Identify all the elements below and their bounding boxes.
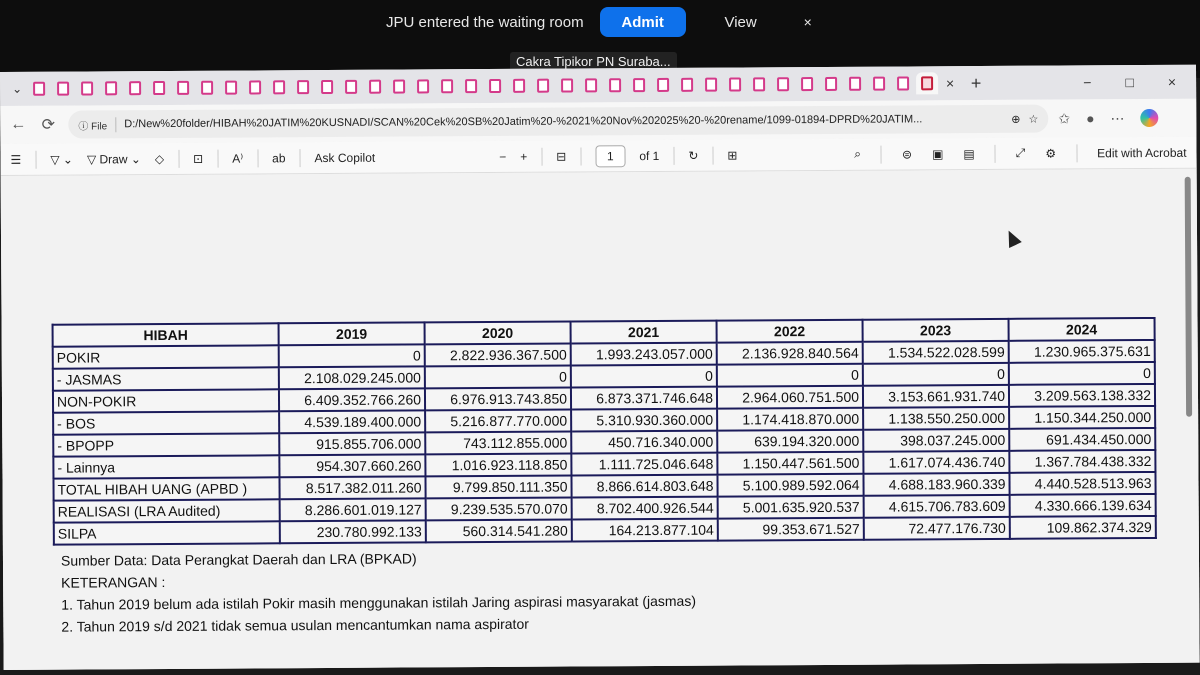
tab-pdf-icon[interactable]	[820, 73, 842, 95]
source-note: Sumber Data: Data Perangkat Daerah dan LRA (BPKAD)	[60, 550, 417, 569]
pdf-document-view	[1, 169, 1200, 670]
tab-pdf-icon[interactable]	[100, 77, 122, 99]
window-controls	[1083, 74, 1176, 91]
value-cell: 5.001.635.920.537	[718, 496, 864, 519]
tab-pdf-icon[interactable]	[244, 76, 266, 98]
tab-pdf-icon[interactable]	[724, 73, 746, 95]
save-icon[interactable]: ▣	[932, 146, 944, 161]
notice-text: JPU entered the waiting room	[386, 13, 584, 31]
divider	[217, 149, 218, 167]
ask-copilot-button[interactable]: Ask Copilot	[314, 150, 376, 165]
row-label-cell: SILPA	[54, 521, 280, 544]
value-cell: 4.688.183.960.339	[863, 473, 1009, 496]
value-cell: 2.136.928.840.564	[717, 342, 863, 365]
value-cell: 3.153.661.931.740	[863, 385, 1009, 408]
value-cell: 6.873.371.746.648	[571, 387, 717, 410]
column-header: 2024	[1009, 318, 1155, 341]
value-cell: 4.330.666.139.634	[1010, 494, 1156, 517]
tab-pdf-icon[interactable]	[844, 73, 866, 95]
tab-pdf-icon[interactable]	[364, 76, 386, 98]
tab-pdf-icon[interactable]	[892, 72, 914, 94]
value-cell: 398.037.245.000	[863, 429, 1009, 452]
hibah-table-container	[52, 317, 1157, 546]
tab-pdf-icon[interactable]	[916, 72, 938, 94]
divider	[673, 146, 674, 164]
value-cell: 0	[425, 366, 571, 389]
zoom-icon[interactable]: ⊕	[1011, 113, 1021, 126]
close-notice-icon[interactable]: ×	[803, 14, 812, 30]
draw-button[interactable]: ▽ Draw ⌄	[86, 151, 141, 166]
maximize-icon[interactable]: □	[1125, 74, 1134, 91]
two-page-icon[interactable]: ⊞	[727, 147, 738, 163]
note-item: 1. Tahun 2019 belum ada istilah Pokir masih menggunakan istilah Jaring aspirasi masyarakat (jasmas)	[61, 592, 697, 613]
value-cell: 0	[717, 364, 863, 387]
favorites-icon[interactable]: ✩	[1058, 109, 1071, 127]
rotate-icon[interactable]: ↻	[688, 148, 699, 163]
value-cell: 1.617.074.436.740	[863, 451, 1009, 474]
value-cell: 450.716.340.000	[571, 431, 717, 454]
view-button[interactable]: View	[696, 14, 786, 31]
column-header: HIBAH	[53, 323, 279, 346]
tab-pdf-icon[interactable]	[484, 75, 506, 97]
new-tab-button[interactable]: +	[970, 72, 982, 93]
divider	[299, 149, 300, 167]
tab-pdf-icon[interactable]	[796, 73, 818, 95]
value-cell: 5.100.989.592.064	[717, 474, 863, 497]
url-field[interactable]	[68, 105, 1048, 139]
profile-icon[interactable]: ●	[1085, 110, 1095, 127]
back-icon[interactable]: ←	[10, 115, 27, 133]
tab-pdf-icon[interactable]	[268, 76, 290, 98]
row-label-cell: TOTAL HIBAH UANG (APBD )	[53, 477, 279, 500]
value-cell: 1.534.522.028.599	[863, 341, 1009, 364]
tab-pdf-icon[interactable]	[412, 75, 434, 97]
value-cell: 8.517.382.011.260	[279, 476, 425, 499]
tab-pdf-icon[interactable]	[772, 73, 794, 95]
value-cell: 0	[863, 363, 1009, 386]
more-menu-icon[interactable]: ⋯	[1110, 109, 1125, 126]
value-cell: 8.286.601.019.127	[280, 498, 426, 521]
value-cell: 0	[1009, 362, 1155, 385]
column-header: 2020	[425, 322, 571, 345]
page-total: of 1	[639, 148, 660, 163]
row-label-cell: - JASMAS	[53, 367, 279, 390]
admit-button[interactable]: Admit	[600, 7, 686, 37]
window-close-icon[interactable]: ×	[1167, 73, 1177, 90]
tab-pdf-icon[interactable]	[460, 75, 482, 97]
value-cell: 6.976.913.743.850	[425, 388, 571, 411]
settings-gear-icon[interactable]: ⚙	[1045, 146, 1057, 161]
row-label-cell: NON-POKIR	[53, 389, 279, 412]
minimize-icon[interactable]: −	[1083, 74, 1092, 91]
highlight-icon[interactable]: ▽ ⌄	[50, 152, 73, 167]
row-label-cell: - Lainnya	[53, 455, 279, 478]
hibah-table	[52, 317, 1157, 546]
tab-pdf-icon[interactable]	[76, 77, 98, 99]
value-cell: 8.866.614.803.648	[571, 475, 717, 498]
divider	[35, 150, 36, 168]
value-cell: 0	[279, 344, 425, 367]
value-cell: 109.862.374.329	[1010, 516, 1156, 539]
url-text: D:/New%20folder/HIBAH%20JATIM%20KUSNADI/SCAN%20Cek%20SB%20Jatim%20-%2021%20Nov%202025%20-%20rename/1099-01894-DPRD%20JATIM...	[124, 113, 923, 131]
tab-pdf-icon[interactable]	[340, 76, 362, 98]
vertical-scrollbar[interactable]	[1185, 177, 1192, 417]
note-item: 2. Tahun 2019 s/d 2021 tidak semua usulan mencantumkan nama aspirator	[61, 615, 529, 635]
tab-pdf-icon[interactable]	[532, 75, 554, 97]
tab-pdf-icon[interactable]	[292, 76, 314, 98]
value-cell: 1.367.784.438.332	[1009, 450, 1155, 473]
tab-close-icon[interactable]: ×	[945, 75, 955, 92]
value-cell: 9.239.535.570.070	[426, 498, 572, 521]
row-label-cell: REALISASI (LRA Audited)	[54, 499, 280, 522]
tab-pdf-icon[interactable]	[628, 74, 650, 96]
value-cell: 954.307.660.260	[279, 454, 425, 477]
value-cell: 1.111.725.046.648	[571, 453, 717, 476]
divider	[881, 145, 882, 163]
value-cell: 5.216.877.770.000	[425, 410, 571, 433]
waiting-room-notice	[380, 6, 812, 38]
zoom-out-icon[interactable]: −	[499, 149, 507, 164]
value-cell: 4.440.528.513.963	[1009, 472, 1155, 495]
save-as-icon[interactable]: ▤	[963, 146, 975, 161]
fit-page-icon[interactable]: ⊟	[556, 149, 567, 164]
value-cell: 3.209.563.138.332	[1009, 384, 1155, 407]
value-cell: 2.822.936.367.500	[425, 344, 571, 367]
browser-window	[0, 65, 1200, 670]
divider	[257, 149, 258, 167]
value-cell: 1.993.243.057.000	[571, 343, 717, 366]
value-cell: 9.799.850.111.350	[425, 476, 571, 499]
value-cell: 2.108.029.245.000	[279, 366, 425, 389]
value-cell: 2.964.060.751.500	[717, 386, 863, 409]
value-cell: 691.434.450.000	[1009, 428, 1155, 451]
tab-strip	[28, 72, 938, 100]
tab-pdf-icon[interactable]	[580, 74, 602, 96]
value-cell: 1.138.550.250.000	[863, 407, 1009, 430]
refresh-icon[interactable]: ⟳	[41, 116, 56, 134]
page-number-input[interactable]: 1	[595, 145, 625, 167]
contents-icon[interactable]: ☰	[10, 152, 22, 167]
divider	[178, 149, 179, 167]
value-cell: 1.230.965.375.631	[1009, 340, 1155, 363]
column-header: 2019	[279, 322, 425, 345]
value-cell: 1.150.447.561.500	[717, 452, 863, 475]
row-label-cell: - BOS	[53, 411, 279, 434]
address-bar-actions	[1058, 109, 1158, 128]
copilot-icon[interactable]	[1140, 109, 1158, 127]
value-cell: 5.310.930.360.000	[571, 409, 717, 432]
divider	[1076, 144, 1077, 162]
column-header: 2021	[571, 321, 717, 344]
value-cell: 4.539.189.400.000	[279, 410, 425, 433]
edit-with-acrobat-button[interactable]: Edit with Acrobat	[1097, 145, 1187, 160]
tab-pdf-icon[interactable]	[220, 77, 242, 99]
tab-pdf-icon[interactable]	[508, 75, 530, 97]
column-header: 2023	[863, 319, 1009, 342]
value-cell: 1.016.923.118.850	[425, 454, 571, 477]
print-icon[interactable]: ⊜	[901, 146, 913, 161]
tab-pdf-icon[interactable]	[700, 74, 722, 96]
tab-pdf-icon[interactable]	[604, 74, 626, 96]
value-cell: 8.702.400.926.544	[572, 497, 718, 520]
tab-pdf-icon[interactable]	[124, 77, 146, 99]
tab-pdf-icon[interactable]	[556, 74, 578, 96]
eraser-icon[interactable]: ◇	[154, 151, 165, 166]
read-aloud-icon[interactable]: A⁾	[232, 151, 244, 166]
notes-heading: KETERANGAN :	[61, 573, 166, 591]
page-view-icon[interactable]: ⊡	[193, 151, 204, 166]
zoom-in-icon[interactable]: +	[520, 149, 528, 164]
fullscreen-icon[interactable]: ⤢	[1015, 145, 1026, 160]
value-cell: 230.780.992.133	[280, 520, 426, 543]
translate-icon[interactable]: ab	[272, 150, 286, 165]
divider	[541, 147, 542, 165]
value-cell: 164.213.877.104	[572, 519, 718, 542]
tab-pdf-icon[interactable]	[436, 75, 458, 97]
tab-pdf-icon[interactable]	[196, 77, 218, 99]
value-cell: 99.353.671.527	[718, 518, 864, 541]
value-cell: 1.174.418.870.000	[717, 408, 863, 431]
row-label-cell: - BPOPP	[53, 433, 279, 456]
divider	[580, 147, 581, 165]
value-cell: 743.112.855.000	[425, 432, 571, 455]
tab-pdf-icon[interactable]	[52, 78, 74, 100]
search-icon[interactable]: ⌕	[854, 146, 862, 161]
pdf-toolbar-right	[854, 143, 1186, 163]
divider	[995, 144, 996, 162]
value-cell: 560.314.541.280	[426, 520, 572, 543]
file-chip: ⓘ File	[78, 117, 116, 132]
speaker-name-label: Cakra Tipikor PN Suraba...	[510, 52, 677, 71]
tab-pdf-icon[interactable]	[172, 77, 194, 99]
favorite-star-icon[interactable]: ☆	[1028, 113, 1039, 126]
tab-pdf-icon[interactable]	[868, 73, 890, 95]
tab-pdf-icon[interactable]	[388, 75, 410, 97]
value-cell: 4.615.706.783.609	[864, 495, 1010, 518]
value-cell: 1.150.344.250.000	[1009, 406, 1155, 429]
tab-pdf-icon[interactable]	[652, 74, 674, 96]
divider	[712, 146, 713, 164]
value-cell: 0	[571, 365, 717, 388]
row-label-cell: POKIR	[53, 345, 279, 368]
value-cell: 6.409.352.766.260	[279, 388, 425, 411]
tab-pdf-icon[interactable]	[28, 78, 50, 100]
tab-list-chevron-icon[interactable]: ⌄	[12, 81, 23, 96]
tab-pdf-icon[interactable]	[748, 73, 770, 95]
tab-pdf-icon[interactable]	[148, 77, 170, 99]
tab-pdf-icon[interactable]	[676, 74, 698, 96]
notes-section	[59, 546, 696, 638]
column-header: 2022	[717, 320, 863, 343]
value-cell: 639.194.320.000	[717, 430, 863, 453]
value-cell: 915.855.706.000	[279, 432, 425, 455]
mouse-cursor-icon	[1002, 228, 1022, 248]
tab-pdf-icon[interactable]	[316, 76, 338, 98]
value-cell: 72.477.176.730	[864, 517, 1010, 540]
